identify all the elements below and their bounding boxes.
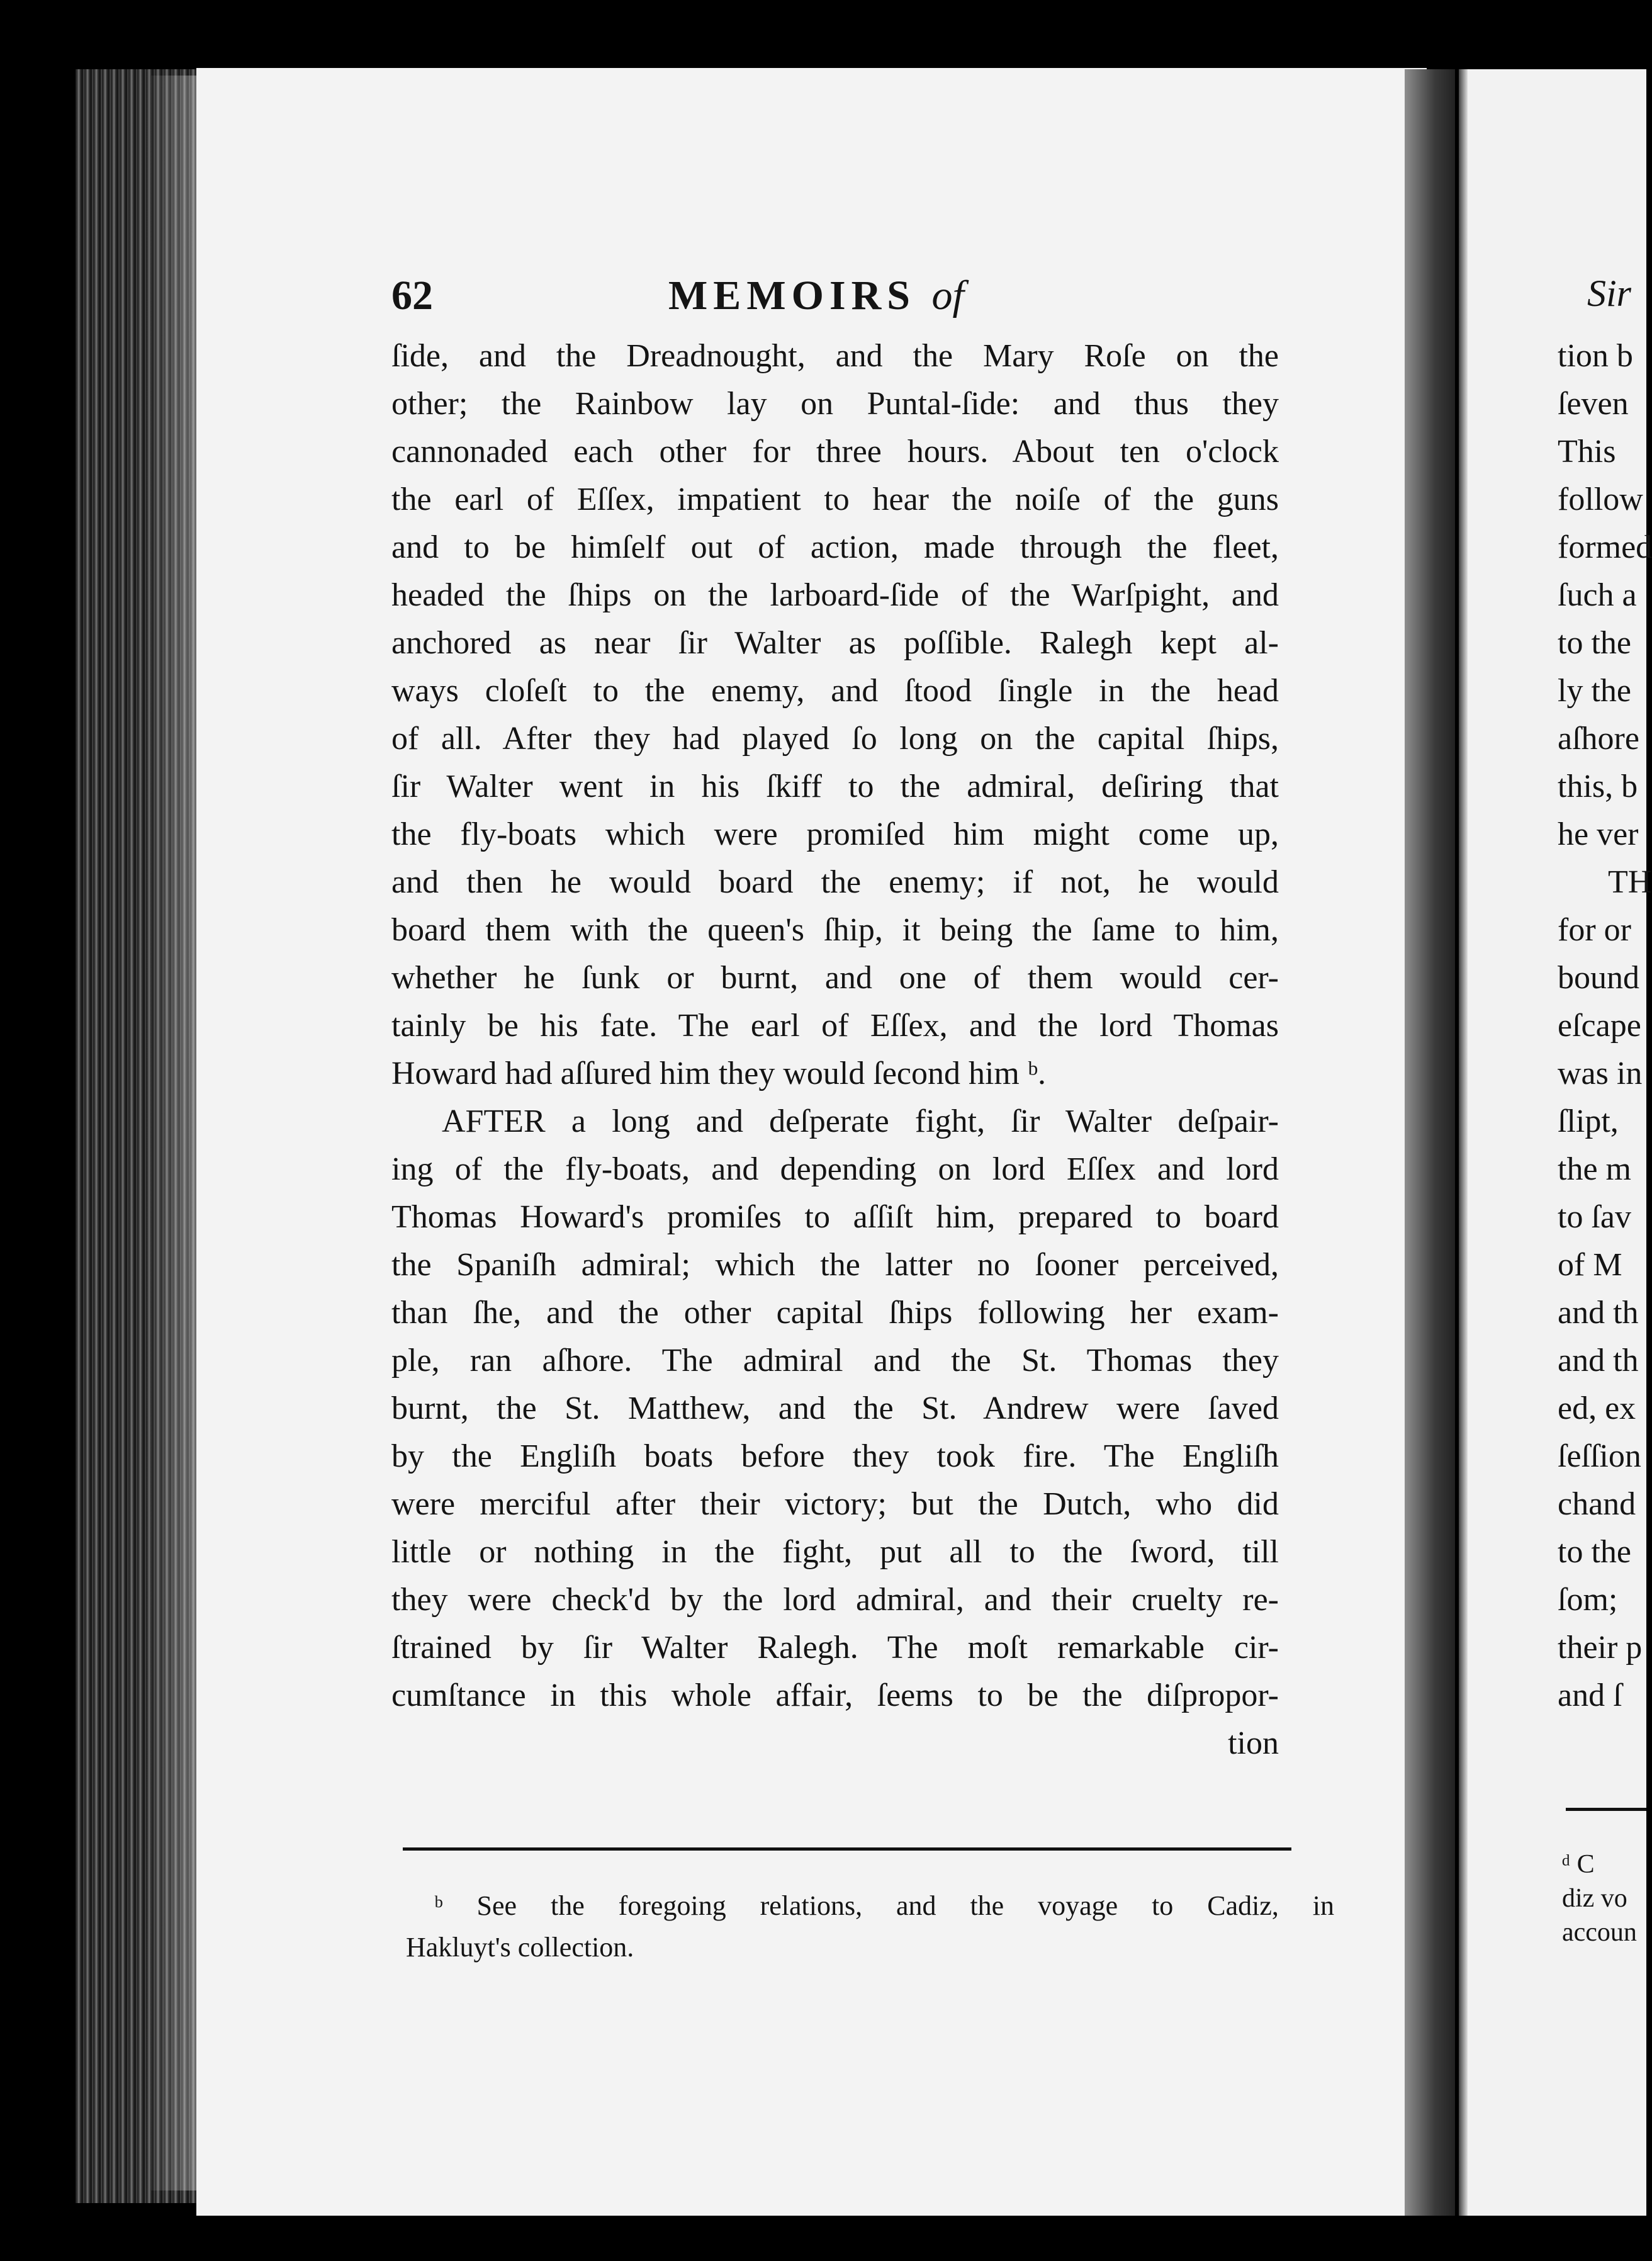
right-text-line: their p [1558,1630,1643,1666]
right-text-line: follow [1558,482,1643,517]
text-line: AFTER a long and deſperate fight, ſir Walter deſpair- [442,1103,1279,1139]
right-text-line: formed [1558,529,1652,565]
text-line: ways cloſeſt to the enemy, and ſtood ſingle in the head [391,673,1279,709]
right-text-line: to the [1558,625,1631,661]
text-line: than ſhe, and the other capital ſhips following her exam- [391,1295,1279,1331]
main-text-block [391,332,1279,1768]
right-text-line: ſlipt, [1558,1103,1619,1139]
right-text-line: chand [1558,1486,1636,1522]
book-gutter [1405,69,1455,2216]
text-line: and then he would board the enemy; if not, he would [391,864,1279,900]
page-number: 62 [391,273,433,319]
text-line: anchored as near ſir Walter as poſſible. Ralegh kept al- [391,625,1279,661]
right-running-head: Sir [1587,273,1632,314]
right-text-line: for or [1558,912,1631,948]
right-text-line: aſhore [1558,721,1639,757]
text-line: Howard had aſſured him they would ſecond him ᵇ. [391,1056,1046,1091]
text-line: Thomas Howard's promiſes to aſſiſt him, prepared to board [391,1199,1279,1235]
text-line: ing of the fly-boats, and depending on lord Eſſex and lord [391,1151,1279,1187]
running-header [391,272,1291,335]
catchword: tion [1228,1725,1279,1761]
text-line: ſtrained by ſir Walter Ralegh. The moſt remarkable cir- [391,1630,1279,1666]
running-head-title: MEMOIRS [668,273,916,319]
right-text-line: TH [1608,864,1652,900]
text-line: board them with the queen's ſhip, it being the ſame to him, [391,912,1279,948]
text-line: they were check'd by the lord admiral, and their cruelty re- [391,1582,1279,1618]
text-line: tainly be his fate. The earl of Eſſex, and the lord Thomas [391,1008,1279,1044]
right-page-edge [1459,69,1468,2216]
text-line: of all. After they had played ſo long on the capital ſhips, [391,721,1279,757]
right-text-line: and th [1558,1343,1639,1379]
text-line: whether he ſunk or burnt, and one of them would cer- [391,960,1279,996]
right-text-line: ſeven [1558,386,1629,422]
text-line: the Spaniſh admiral; which the latter no ſooner perceived, [391,1247,1279,1283]
running-head [668,272,964,320]
right-footnote-line: diz vo [1562,1884,1627,1913]
text-line: little or nothing in the fight, put all to the ſword, till [391,1534,1279,1570]
page-edges-highlight [151,76,201,2191]
text-line: burnt, the St. Matthew, and the St. Andrew were ſaved [391,1390,1279,1426]
right-footnote [1562,1847,1646,1949]
right-text-line: tion b [1558,338,1633,374]
right-text-line: eſcape [1558,1008,1641,1044]
text-line: the fly-boats which were promiſed him might come up, [391,816,1279,852]
right-text-line: of M [1558,1247,1622,1283]
right-text-line: ſuch a [1558,577,1637,613]
right-footnote-rule [1566,1808,1646,1811]
right-text-line: this, b [1558,769,1638,804]
footnote [406,1885,1334,1968]
footnote-line: Hakluyt's collection. [406,1932,634,1963]
right-text-line: ſom; [1558,1582,1618,1618]
text-line: ſide, and the Dreadnought, and the Mary Roſe on the [391,338,1279,374]
footnote-line: ᵇ See the foregoing relations, and the voyage to Cadiz, in [434,1890,1334,1921]
text-line: and to be himſelf out of action, made through the fleet, [391,529,1279,565]
right-text-line: the m [1558,1151,1631,1187]
text-line: headed the ſhips on the larboard-ſide of the Warſpight, and [391,577,1279,613]
text-line: cumſtance in this whole affair, ſeems to be the diſpropor- [391,1677,1279,1713]
right-text-line: to the [1558,1534,1631,1570]
text-line: ple, ran aſhore. The admiral and the St. Thomas they [391,1343,1279,1379]
running-head-of: of [931,273,964,319]
footnote-rule [403,1847,1291,1851]
right-text-line: ly the [1558,673,1631,709]
text-line: were merciful after their victory; but the Dutch, who did [391,1486,1279,1522]
text-line: ſir Walter went in his ſkiff to the admiral, deſiring that [391,769,1279,804]
right-text-line: to ſav [1558,1199,1631,1235]
right-text-line: and ſ [1558,1677,1622,1713]
right-text-line: ſeſſion [1558,1438,1641,1474]
text-line: by the Engliſh boats before they took fire. The Engliſh [391,1438,1279,1474]
right-text-line: was in [1558,1056,1643,1091]
right-text-line: and th [1558,1295,1639,1331]
text-line: the earl of Eſſex, impatient to hear the noiſe of the guns [391,482,1279,517]
right-text-line: This [1558,434,1616,470]
right-footnote-line: accoun [1562,1918,1637,1947]
right-footnote-line: ᵈ C [1562,1850,1595,1879]
right-page-text [1558,332,1652,1720]
right-text-line: bound [1558,960,1639,996]
right-text-line: he ver [1558,816,1639,852]
text-line: cannonaded each other for three hours. About ten o'clock [391,434,1279,470]
text-line: other; the Rainbow lay on Puntal-ſide: and thus they [391,386,1279,422]
right-text-line: ed, ex [1558,1390,1636,1426]
